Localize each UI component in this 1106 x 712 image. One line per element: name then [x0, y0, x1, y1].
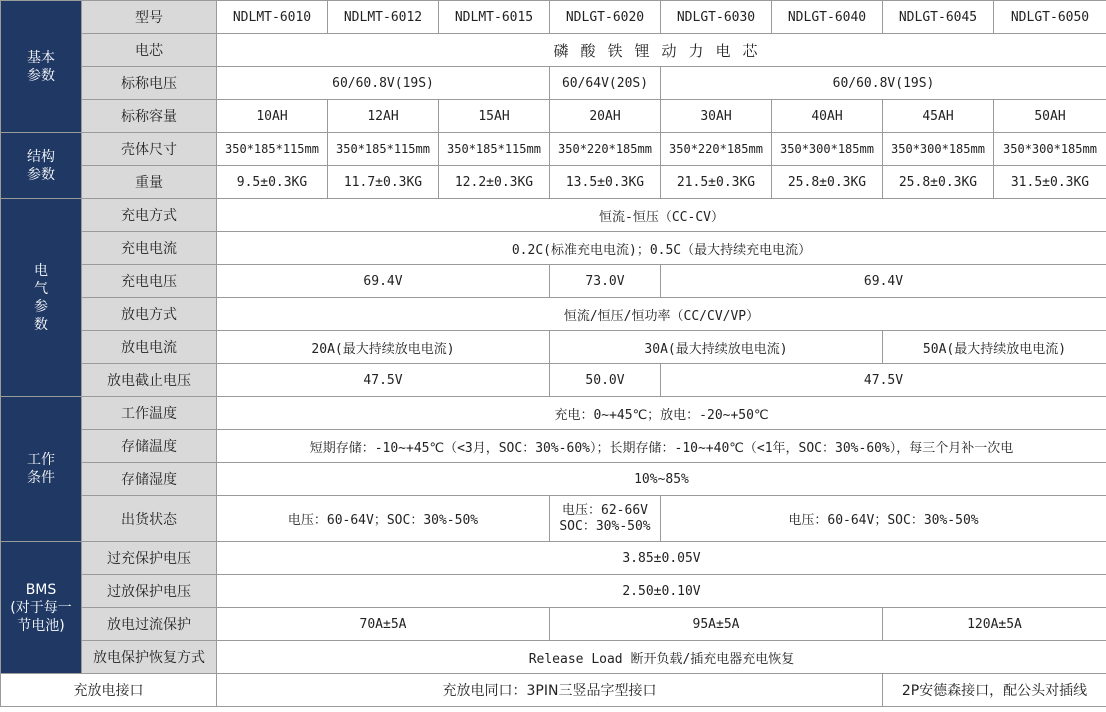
- row-discharge-current: [1, 331, 1106, 364]
- row-discharge-method: [1, 298, 1106, 331]
- capacity-4: 20AH: [550, 100, 661, 133]
- model-7: NDLGT-6045: [883, 1, 994, 34]
- model-5: NDLGT-6030: [661, 1, 772, 34]
- row-storage-humidity: [1, 463, 1106, 496]
- group-electrical: 电 气 参 数: [1, 199, 82, 397]
- nominal-voltage-c: 60/60.8V(19S): [661, 67, 1106, 100]
- model-1: NDLMT-6010: [217, 1, 328, 34]
- interface-b: 2P安德森接口，配公头对插线: [883, 674, 1106, 707]
- row-charge-current: [1, 232, 1106, 265]
- group-conditions: 工作 条件: [1, 397, 82, 542]
- capacity-6: 40AH: [772, 100, 883, 133]
- row-overdischarge: [1, 575, 1106, 608]
- capacity-7: 45AH: [883, 100, 994, 133]
- shell-size-5: 350*220*185mm: [661, 133, 772, 166]
- discharge-current-a: 20A(最大持续放电电流): [217, 331, 550, 364]
- label-storage-temp: 存储温度: [82, 430, 217, 463]
- weight-2: 11.7±0.3KG: [328, 166, 439, 199]
- label-ship-state: 出货状态: [82, 496, 217, 542]
- label-interface: 充放电接口: [1, 674, 217, 707]
- group-basic: 基本 参数: [1, 1, 82, 133]
- row-recovery: [1, 641, 1106, 674]
- weight-4: 13.5±0.3KG: [550, 166, 661, 199]
- storage-temp: 短期存储：-10~+45℃（<3月，SOC：30%-60%）；长期存储：-10~+40℃（<1年，SOC：30%-60%），每三个月补一次电: [217, 430, 1106, 463]
- row-cell: [1, 34, 1106, 67]
- ship-state-b: [550, 496, 661, 542]
- weight-5: 21.5±0.3KG: [661, 166, 772, 199]
- cell-type: 磷酸铁锂动力电芯: [217, 34, 1106, 67]
- row-weight: [1, 166, 1106, 199]
- label-discharge-current: 放电电流: [82, 331, 217, 364]
- label-nominal-capacity: 标称容量: [82, 100, 217, 133]
- charge-method: 恒流-恒压（CC-CV）: [217, 199, 1106, 232]
- charge-voltage-a: 69.4V: [217, 265, 550, 298]
- work-temp: 充电：0~+45℃；放电：-20~+50℃: [217, 397, 1106, 430]
- group-structure: 结构 参数: [1, 133, 82, 199]
- row-interface: [1, 674, 1106, 707]
- ship-state-b-voltage: 电压：62-66V: [562, 502, 648, 518]
- model-6: NDLGT-6040: [772, 1, 883, 34]
- row-ship-state: [1, 496, 1106, 542]
- capacity-3: 15AH: [439, 100, 550, 133]
- model-8: NDLGT-6050: [994, 1, 1106, 34]
- charge-voltage-b: 73.0V: [550, 265, 661, 298]
- model-3: NDLMT-6015: [439, 1, 550, 34]
- weight-8: 31.5±0.3KG: [994, 166, 1106, 199]
- weight-1: 9.5±0.3KG: [217, 166, 328, 199]
- row-charge-method: [1, 199, 1106, 232]
- row-nominal-capacity: [1, 100, 1106, 133]
- interface-a: 充放电同口：3PIN三竖品字型接口: [217, 674, 883, 707]
- label-discharge-method: 放电方式: [82, 298, 217, 331]
- recovery-method: Release Load 断开负载/插充电器充电恢复: [217, 641, 1106, 674]
- group-bms: BMS (对于每一 节电池): [1, 542, 82, 674]
- weight-7: 25.8±0.3KG: [883, 166, 994, 199]
- row-nominal-voltage: [1, 67, 1106, 100]
- label-cell: 电芯: [82, 34, 217, 67]
- overcurrent-c: 120A±5A: [883, 608, 1106, 641]
- ship-state-b-soc: SOC：30%-50%: [559, 518, 651, 534]
- row-model: [1, 1, 1106, 34]
- overcurrent-a: 70A±5A: [217, 608, 550, 641]
- row-overcharge: [1, 542, 1106, 575]
- row-work-temp: [1, 397, 1106, 430]
- discharge-current-b: 30A(最大持续放电电流): [550, 331, 883, 364]
- capacity-8: 50AH: [994, 100, 1106, 133]
- charge-voltage-c: 69.4V: [661, 265, 1106, 298]
- discharge-cutoff-a: 47.5V: [217, 364, 550, 397]
- row-discharge-cutoff: [1, 364, 1106, 397]
- shell-size-1: 350*185*115mm: [217, 133, 328, 166]
- label-overcharge: 过充保护电压: [82, 542, 217, 575]
- label-charge-current: 充电电流: [82, 232, 217, 265]
- label-discharge-cutoff: 放电截止电压: [82, 364, 217, 397]
- label-charge-voltage: 充电电压: [82, 265, 217, 298]
- weight-3: 12.2±0.3KG: [439, 166, 550, 199]
- capacity-5: 30AH: [661, 100, 772, 133]
- shell-size-3: 350*185*115mm: [439, 133, 550, 166]
- row-shell-size: [1, 133, 1106, 166]
- model-2: NDLMT-6012: [328, 1, 439, 34]
- overcharge-voltage: 3.85±0.05V: [217, 542, 1106, 575]
- shell-size-2: 350*185*115mm: [328, 133, 439, 166]
- label-shell-size: 壳体尺寸: [82, 133, 217, 166]
- storage-humidity: 10%~85%: [217, 463, 1106, 496]
- discharge-cutoff-b: 50.0V: [550, 364, 661, 397]
- label-model: 型号: [82, 1, 217, 34]
- shell-size-4: 350*220*185mm: [550, 133, 661, 166]
- label-charge-method: 充电方式: [82, 199, 217, 232]
- nominal-voltage-a: 60/60.8V(19S): [217, 67, 550, 100]
- weight-6: 25.8±0.3KG: [772, 166, 883, 199]
- label-overcurrent: 放电过流保护: [82, 608, 217, 641]
- shell-size-6: 350*300*185mm: [772, 133, 883, 166]
- shell-size-8: 350*300*185mm: [994, 133, 1106, 166]
- capacity-1: 10AH: [217, 100, 328, 133]
- label-nominal-voltage: 标称电压: [82, 67, 217, 100]
- discharge-current-c: 50A(最大持续放电电流): [883, 331, 1106, 364]
- charge-current: 0.2C(标准充电电流)；0.5C（最大持续充电电流）: [217, 232, 1106, 265]
- row-overcurrent: [1, 608, 1106, 641]
- label-weight: 重量: [82, 166, 217, 199]
- ship-state-a: 电压：60-64V；SOC：30%-50%: [217, 496, 550, 542]
- label-work-temp: 工作温度: [82, 397, 217, 430]
- shell-size-7: 350*300*185mm: [883, 133, 994, 166]
- row-storage-temp: [1, 430, 1106, 463]
- discharge-method: 恒流/恒压/恒功率（CC/CV/VP）: [217, 298, 1106, 331]
- row-charge-voltage: [1, 265, 1106, 298]
- overdischarge-voltage: 2.50±0.10V: [217, 575, 1106, 608]
- label-recovery: 放电保护恢复方式: [82, 641, 217, 674]
- overcurrent-b: 95A±5A: [550, 608, 883, 641]
- label-storage-humidity: 存储湿度: [82, 463, 217, 496]
- nominal-voltage-b: 60/64V(20S): [550, 67, 661, 100]
- discharge-cutoff-c: 47.5V: [661, 364, 1106, 397]
- capacity-2: 12AH: [328, 100, 439, 133]
- model-4: NDLGT-6020: [550, 1, 661, 34]
- label-overdischarge: 过放保护电压: [82, 575, 217, 608]
- ship-state-c: 电压：60-64V；SOC：30%-50%: [661, 496, 1106, 542]
